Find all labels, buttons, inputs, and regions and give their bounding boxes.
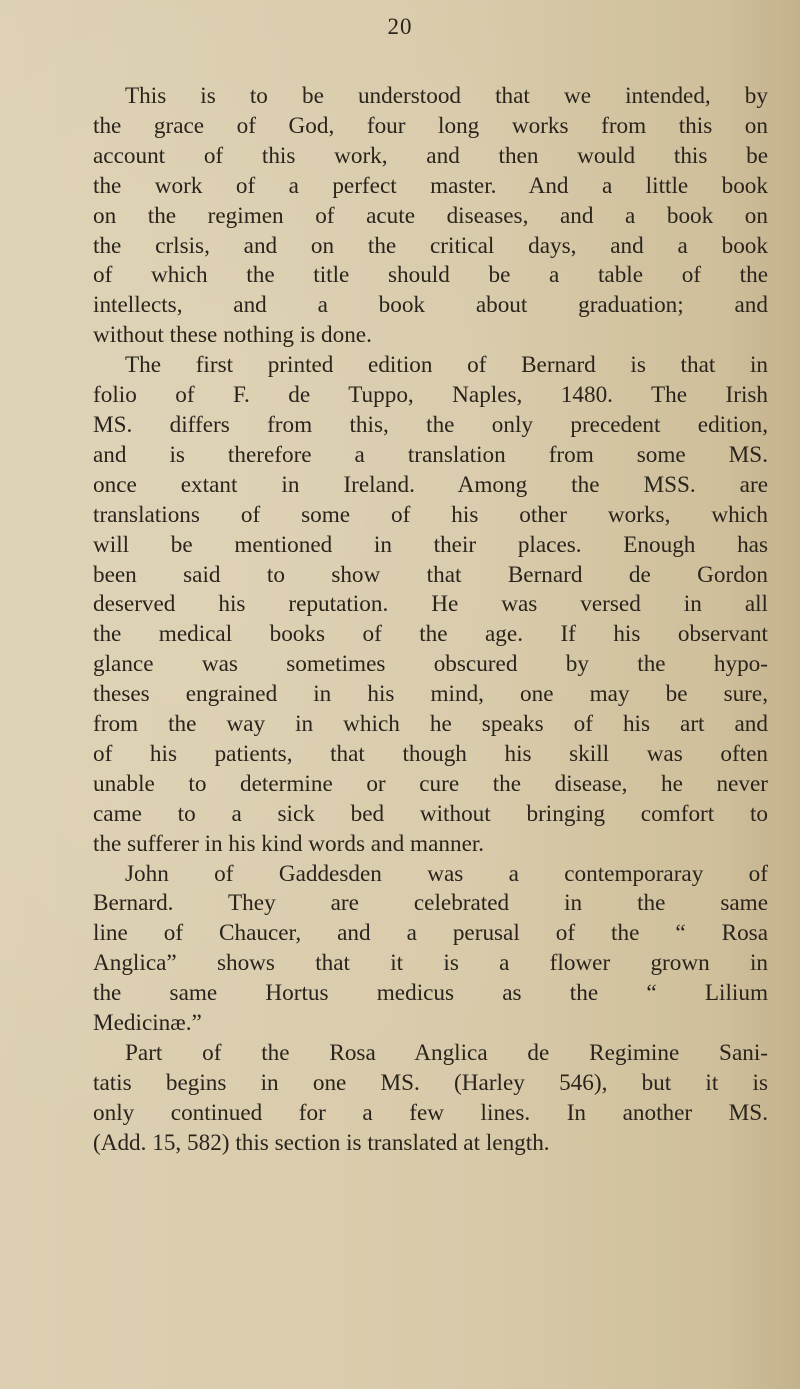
text-line: of which the title should be a table of the <box>93 262 768 289</box>
text-line: from the way in which he speaks of his art and <box>93 711 768 738</box>
page-number: 20 <box>387 14 413 39</box>
text-line: deserved his reputation. He was versed in all <box>93 591 768 618</box>
text-line: the medical books of the age. If his observant <box>93 621 768 648</box>
text-line: the grace of God, four long works from this on <box>93 112 768 139</box>
text-line: Bernard. They are celebrated in the same <box>93 890 768 917</box>
text-line: on the regimen of acute diseases, and a book on <box>93 202 768 229</box>
text-line: intellects, and a book about graduation; and <box>93 292 768 319</box>
text-line: line of Chaucer, and a perusal of the “ Rosa <box>93 920 768 947</box>
text-line: the work of a perfect master. And a little book <box>93 172 768 199</box>
text-line: will be mentioned in their places. Enough has <box>93 531 768 558</box>
text-line: folio of F. de Tuppo, Naples, 1480. The Irish <box>93 382 768 409</box>
text-line: translations of some of his other works, which <box>93 501 768 528</box>
text-line: only continued for a few lines. In another MS. <box>93 1099 768 1126</box>
text-line: the same Hortus medicus as the “ Lilium <box>93 980 768 1007</box>
text-line: and is therefore a translation from some MS. <box>93 441 768 468</box>
text-line: glance was sometimes obscured by the hypo- <box>93 651 768 678</box>
text-line: tatis begins in one MS. (Harley 546), but it is <box>93 1069 768 1096</box>
text-line: (Add. 15, 582) this section is translated at length. <box>93 1129 550 1156</box>
text-line: Anglica” shows that it is a flower grown in <box>93 950 768 977</box>
text-line: came to a sick bed without bringing comfort to <box>93 800 768 827</box>
text-line: John of Gaddesden was a contemporaray of <box>125 860 768 887</box>
text-line: MS. differs from this, the only precedent edition, <box>93 411 768 438</box>
text-line: the sufferer in his kind words and manner. <box>93 830 485 857</box>
text-line: theses engrained in his mind, one may be sure, <box>93 681 768 708</box>
text-line: been said to show that Bernard de Gordon <box>93 561 768 588</box>
text-line: once extant in Ireland. Among the MSS. are <box>93 471 768 498</box>
text-line: account of this work, and then would this be <box>93 142 768 169</box>
text-line: The first printed edition of Bernard is that in <box>125 352 768 379</box>
text-line: of his patients, that though his skill was often <box>93 740 768 767</box>
text-line: Part of the Rosa Anglica de Regimine Sani- <box>125 1040 768 1066</box>
text-line: Medicinæ.” <box>93 1010 202 1037</box>
text-line: without these nothing is done. <box>93 322 372 349</box>
text-line: This is to be understood that we intended, by <box>125 83 768 109</box>
body-text <box>93 82 768 1159</box>
text-line: the crlsis, and on the critical days, and a book <box>93 232 768 259</box>
text-line: unable to determine or cure the disease, he never <box>93 770 768 797</box>
